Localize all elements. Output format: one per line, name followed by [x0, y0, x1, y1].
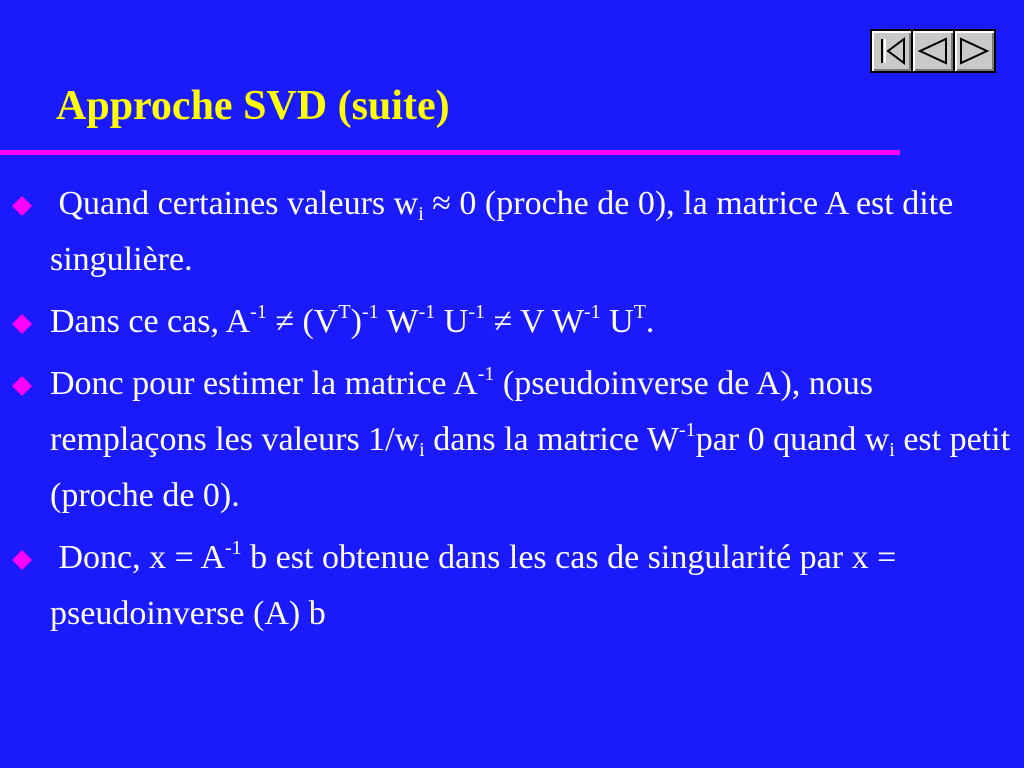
- title-divider: [0, 150, 900, 155]
- previous-triangle-icon: [917, 36, 949, 66]
- bullet-item-3: [0, 356, 1024, 524]
- bullet-item-1: [0, 176, 1024, 288]
- next-triangle-icon: [958, 36, 990, 66]
- slide-title: Approche SVD (suite): [56, 83, 450, 129]
- first-slide-button[interactable]: [871, 30, 912, 72]
- bullet-text-1: Quand certaines valeurs $w_i \approx 0$ (proche de 0), la matrice A est dite singulière.: [50, 185, 954, 278]
- diamond-bullet-icon: [12, 196, 32, 216]
- bullet-list: [0, 176, 1024, 648]
- bullet-text-4: Donc, $x = A^{-1}$ b est obtenue dans les cas de singularité par x = pseudoinverse (A) b: [50, 537, 897, 632]
- bullet-item-4: [0, 530, 1024, 642]
- diamond-bullet-icon: [12, 314, 32, 334]
- bullet-item-2: [0, 294, 1024, 350]
- previous-slide-button[interactable]: [912, 30, 953, 72]
- diamond-bullet-icon: [12, 550, 32, 570]
- diamond-bullet-icon: [12, 376, 32, 396]
- skip-to-start-icon: [877, 36, 907, 66]
- bullet-text-3: Donc pour estimer la matrice $A^{-1}$ (pseudoinverse de A), nous remplaçons les valeurs $1/w_i$ dans la matrice $W^{-1}par$ 0 quand $w_i$ est petit (proche de 0).: [50, 363, 1011, 514]
- bullet-text-2: Dans ce cas, $A^{-1} \ne (V^T)^{-1}$ $W^{-1}$ $U^{-1} \ne V$ $W^{-1}$ $U^T$.: [50, 301, 655, 340]
- next-slide-button[interactable]: [954, 30, 995, 72]
- slide-navigation: [870, 29, 996, 73]
